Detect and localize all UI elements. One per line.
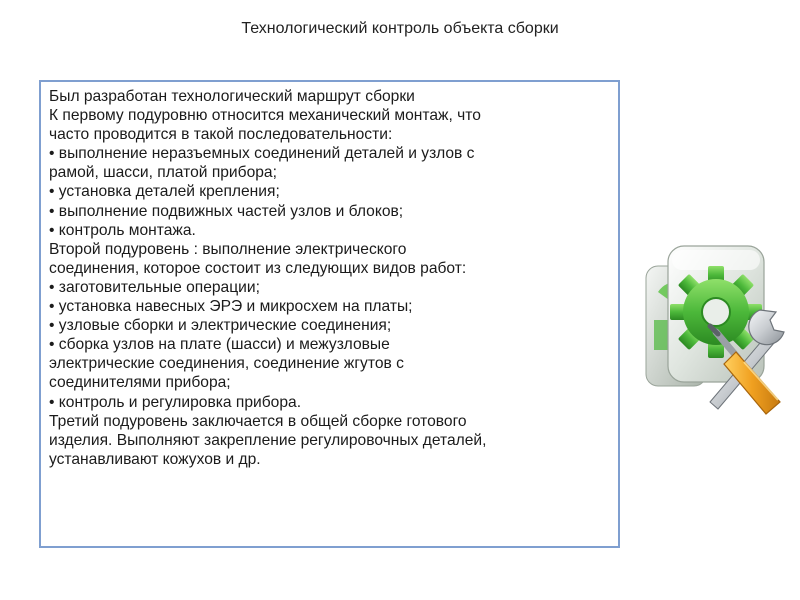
text-line: соединителями прибора; [49,374,231,392]
text-line: • выполнение подвижных частей узлов и блоков; [49,202,404,220]
slide-title: Технологический контроль объекта сборки [241,20,559,37]
text-line: • установка деталей крепления; [49,183,280,201]
content-text-box [39,80,620,548]
text-line: часто проводится в такой последовательности: [49,126,393,144]
text-line: К первому подуровню относится механический монтаж, что [49,107,481,125]
text-line: • установка навесных ЭРЭ и микросхем на платы; [49,298,413,316]
text-line: изделия. Выполняют закрепление регулировочных деталей, [49,431,487,449]
text-line: устанавливают кожухов и др. [49,450,261,468]
text-line: • контроль и регулировка прибора. [49,393,302,411]
gear-icon [670,266,762,358]
text-line: • узловые сборки и электрические соединения; [49,317,392,335]
settings-tools-illustration [640,240,800,440]
text-line: • сборка узлов на плате (шасси) и межузловые [49,336,390,354]
text-line: электрические соединения, соединение жгутов с [49,355,404,373]
text-line: Второй подуровень : выполнение электрического [49,240,407,258]
text-line: • выполнение неразъемных соединений деталей и узлов с [49,145,475,163]
text-line: соединения, которое состоит из следующих видов работ: [49,259,467,277]
settings-gear-wrench-screwdriver-icon [640,240,800,440]
text-line: рамой, шасси, платой прибора; [49,164,277,182]
text-line: • контроль монтажа. [49,221,196,239]
text-line: Был разработан технологический маршрут сборки [49,88,415,105]
text-line: • заготовительные операции; [49,278,260,296]
text-line: Третий подуровень заключается в общей сборке готового [49,412,467,430]
